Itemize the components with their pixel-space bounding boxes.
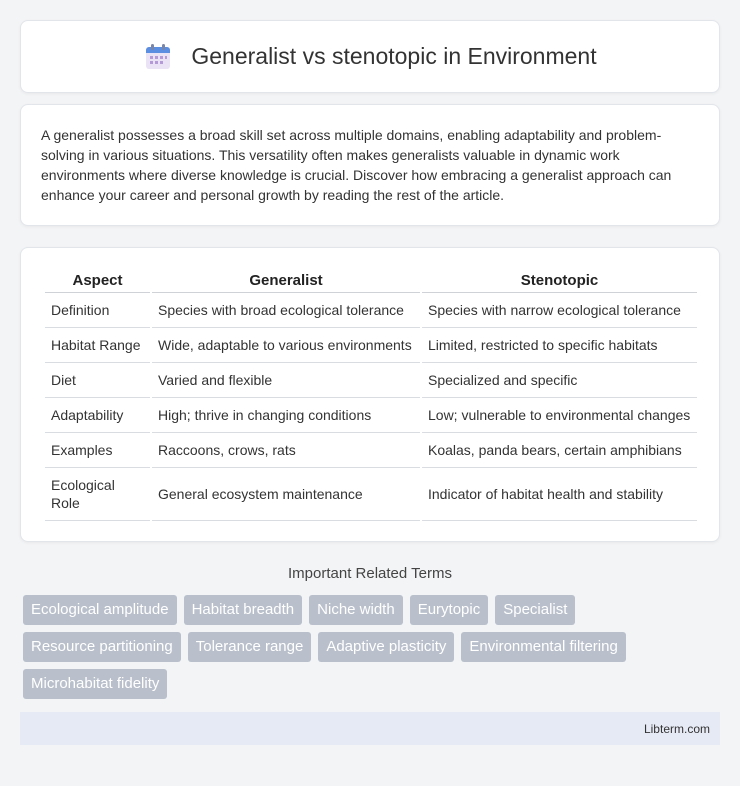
term-tag[interactable]: Niche width bbox=[309, 595, 403, 625]
table-row bbox=[45, 363, 697, 398]
footer bbox=[20, 712, 720, 745]
header-aspect: Aspect bbox=[45, 268, 150, 293]
table-row bbox=[45, 293, 697, 328]
term-tag[interactable]: Ecological amplitude bbox=[23, 595, 177, 625]
term-tag[interactable]: Adaptive plasticity bbox=[318, 632, 454, 662]
intro-card bbox=[20, 104, 720, 226]
row-aspect: Diet bbox=[45, 363, 150, 398]
row-generalist: General ecosystem maintenance bbox=[152, 468, 420, 521]
term-tag[interactable]: Eurytopic bbox=[410, 595, 489, 625]
term-tag[interactable]: Environmental filtering bbox=[461, 632, 625, 662]
table-header-row bbox=[45, 268, 697, 293]
calendar-icon bbox=[143, 42, 173, 72]
comparison-table bbox=[43, 268, 699, 521]
row-stenotopic: Indicator of habitat health and stability bbox=[422, 468, 697, 521]
row-generalist: High; thrive in changing conditions bbox=[152, 398, 420, 433]
related-terms-list bbox=[20, 595, 720, 699]
header-card bbox=[20, 20, 720, 93]
row-generalist: Varied and flexible bbox=[152, 363, 420, 398]
row-aspect: Examples bbox=[45, 433, 150, 468]
row-stenotopic: Species with narrow ecological tolerance bbox=[422, 293, 697, 328]
row-stenotopic: Koalas, panda bears, certain amphibians bbox=[422, 433, 697, 468]
term-tag[interactable]: Tolerance range bbox=[188, 632, 312, 662]
row-generalist: Wide, adaptable to various environments bbox=[152, 328, 420, 363]
row-aspect: Adaptability bbox=[45, 398, 150, 433]
row-aspect: Habitat Range bbox=[45, 328, 150, 363]
intro-text: A generalist possesses a broad skill set across multiple domains, enabling adaptability and problem-solving in various situations. This versatility often makes generalists valuable in dynamic work environments where diverse knowledge is crucial. Discover how embracing a generalist approach can enhance your career and personal growth by reading the rest of the article. bbox=[41, 127, 672, 203]
footer-site-link[interactable]: Libterm.com bbox=[643, 721, 710, 736]
comparison-card bbox=[20, 247, 720, 542]
row-stenotopic: Specialized and specific bbox=[422, 363, 697, 398]
table-row bbox=[45, 328, 697, 363]
page-title: Generalist vs stenotopic in Environment bbox=[191, 43, 597, 69]
row-aspect: Ecological Role bbox=[45, 468, 150, 521]
row-aspect: Definition bbox=[45, 293, 150, 328]
term-tag[interactable]: Resource partitioning bbox=[23, 632, 181, 662]
table-row bbox=[45, 398, 697, 433]
row-generalist: Species with broad ecological tolerance bbox=[152, 293, 420, 328]
related-terms-title: Important Related Terms bbox=[288, 565, 452, 582]
term-tag[interactable]: Specialist bbox=[495, 595, 575, 625]
row-stenotopic: Low; vulnerable to environmental changes bbox=[422, 398, 697, 433]
header-generalist: Generalist bbox=[152, 268, 420, 293]
row-generalist: Raccoons, crows, rats bbox=[152, 433, 420, 468]
table-row bbox=[45, 433, 697, 468]
header-stenotopic: Stenotopic bbox=[422, 268, 697, 293]
row-stenotopic: Limited, restricted to specific habitats bbox=[422, 328, 697, 363]
term-tag[interactable]: Habitat breadth bbox=[184, 595, 303, 625]
table-row bbox=[45, 468, 697, 521]
term-tag[interactable]: Microhabitat fidelity bbox=[23, 669, 167, 699]
